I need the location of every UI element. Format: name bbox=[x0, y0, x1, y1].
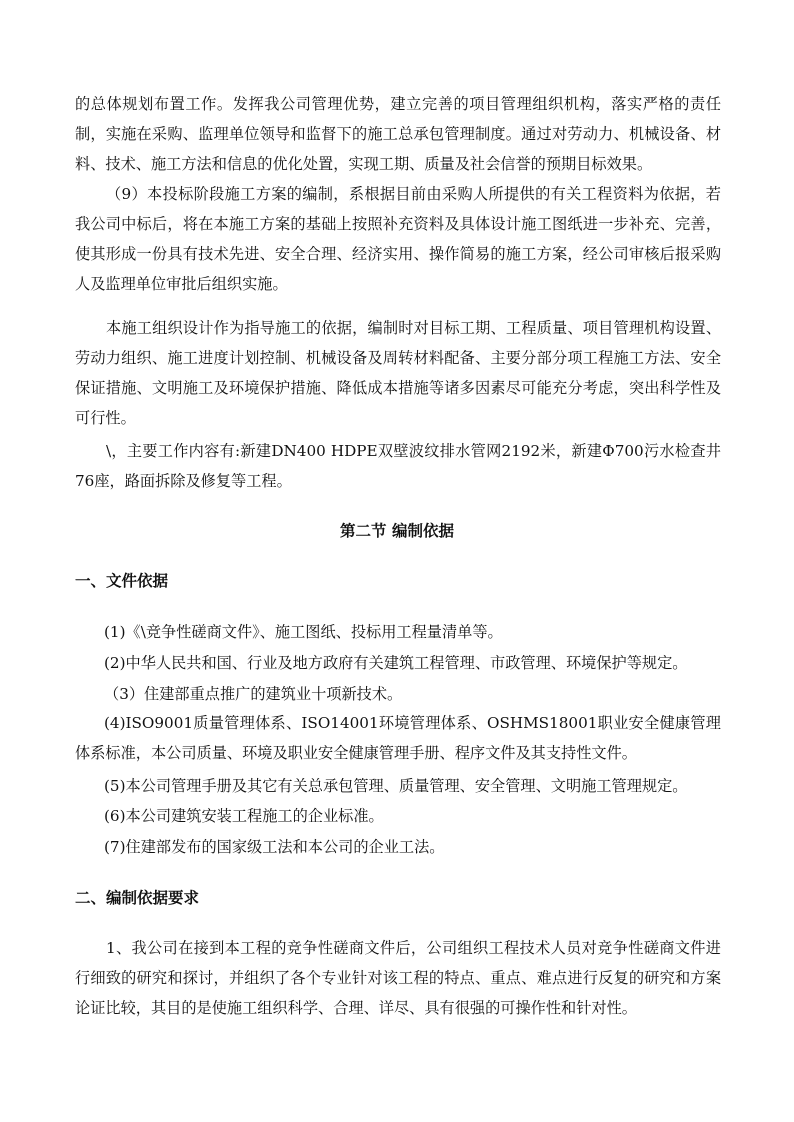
docs-basis-item-7: (7)住建部发布的国家级工法和本公司的企业工法。 bbox=[104, 838, 445, 856]
section-title: 第二节 编制依据 bbox=[340, 522, 454, 540]
docs-basis-item-6: (6)本公司建筑安装工程施工的企业标准。 bbox=[104, 807, 384, 825]
docs-basis-item-1: (1)《\竞争性磋商文件》、施工图纸、投标用工程量清单等。 bbox=[104, 623, 503, 641]
requirements-heading: 二、编制依据要求 bbox=[75, 889, 200, 907]
docs-basis-item-5: (5)本公司管理手册及其它有关总承包管理、质量管理、安全管理、文明施工管理规定。 bbox=[104, 777, 688, 795]
docs-basis-item-2: (2)中华人民共和国、行业及地方政府有关建筑工程管理、市政管理、环境保护等规定。 bbox=[104, 654, 688, 672]
docs-basis-heading: 一、文件依据 bbox=[75, 572, 169, 590]
intro-paragraph-2: （9）本投标阶段施工方案的编制，系根据目前由采购人所提供的有关工程资料为依据，若我公司中标后，将在本施工方案的基础上按照补充资料及具体设计施工图纸进一步补充、完善，使其形成一份具有技术先进、安全合理、经济实用、操作简易的施工方案，经公司审核后报采购人及监理单位审批后组织实施。 bbox=[75, 185, 721, 293]
docs-basis-item-3: （3）住建部重点推广的建筑业十项新技术。 bbox=[104, 685, 403, 703]
intro-paragraph-4: \，主要工作内容有:新建DN400 HDPE双壁波纹排水管网2192米，新建Φ700污水检查井76座，路面拆除及修复等工程。 bbox=[75, 442, 721, 490]
intro-paragraph-3: 本施工组织设计作为指导施工的依据，编制时对目标工期、工程质量、项目管理机构设置、劳动力组织、施工进度计划控制、机械设备及周转材料配备、主要分部分项工程施工方法、安全保证措施、文明施工及环境保护措施、降低成本措施等诸多因素尽可能充分考虑，突出科学性及可行性。 bbox=[75, 319, 721, 427]
requirements-paragraph-1: 1、我公司在接到本工程的竞争性磋商文件后，公司组织工程技术人员对竞争性磋商文件进行细致的研究和探讨，并组织了各个专业针对该工程的特点、重点、难点进行反复的研究和方案论证比较，其目的是使施工组织科学、合理、详尽、具有很强的可操作性和针对性。 bbox=[75, 939, 721, 1017]
docs-basis-item-4: (4)ISO9001质量管理体系、ISO14001环境管理体系、OSHMS18001职业安全健康管理体系标准，本公司质量、环境及职业安全健康管理手册、程序文件及其支持性文件。 bbox=[75, 714, 721, 762]
intro-paragraph-1: 的总体规划布置工作。发挥我公司管理优势，建立完善的项目管理组织机构，落实严格的责任制，实施在采购、监理单位领导和监督下的施工总承包管理制度。通过对劳动力、机械设备、材料、技术、施工方法和信息的优化处置，实现工期、质量及社会信誉的预期目标效果。 bbox=[75, 95, 721, 173]
